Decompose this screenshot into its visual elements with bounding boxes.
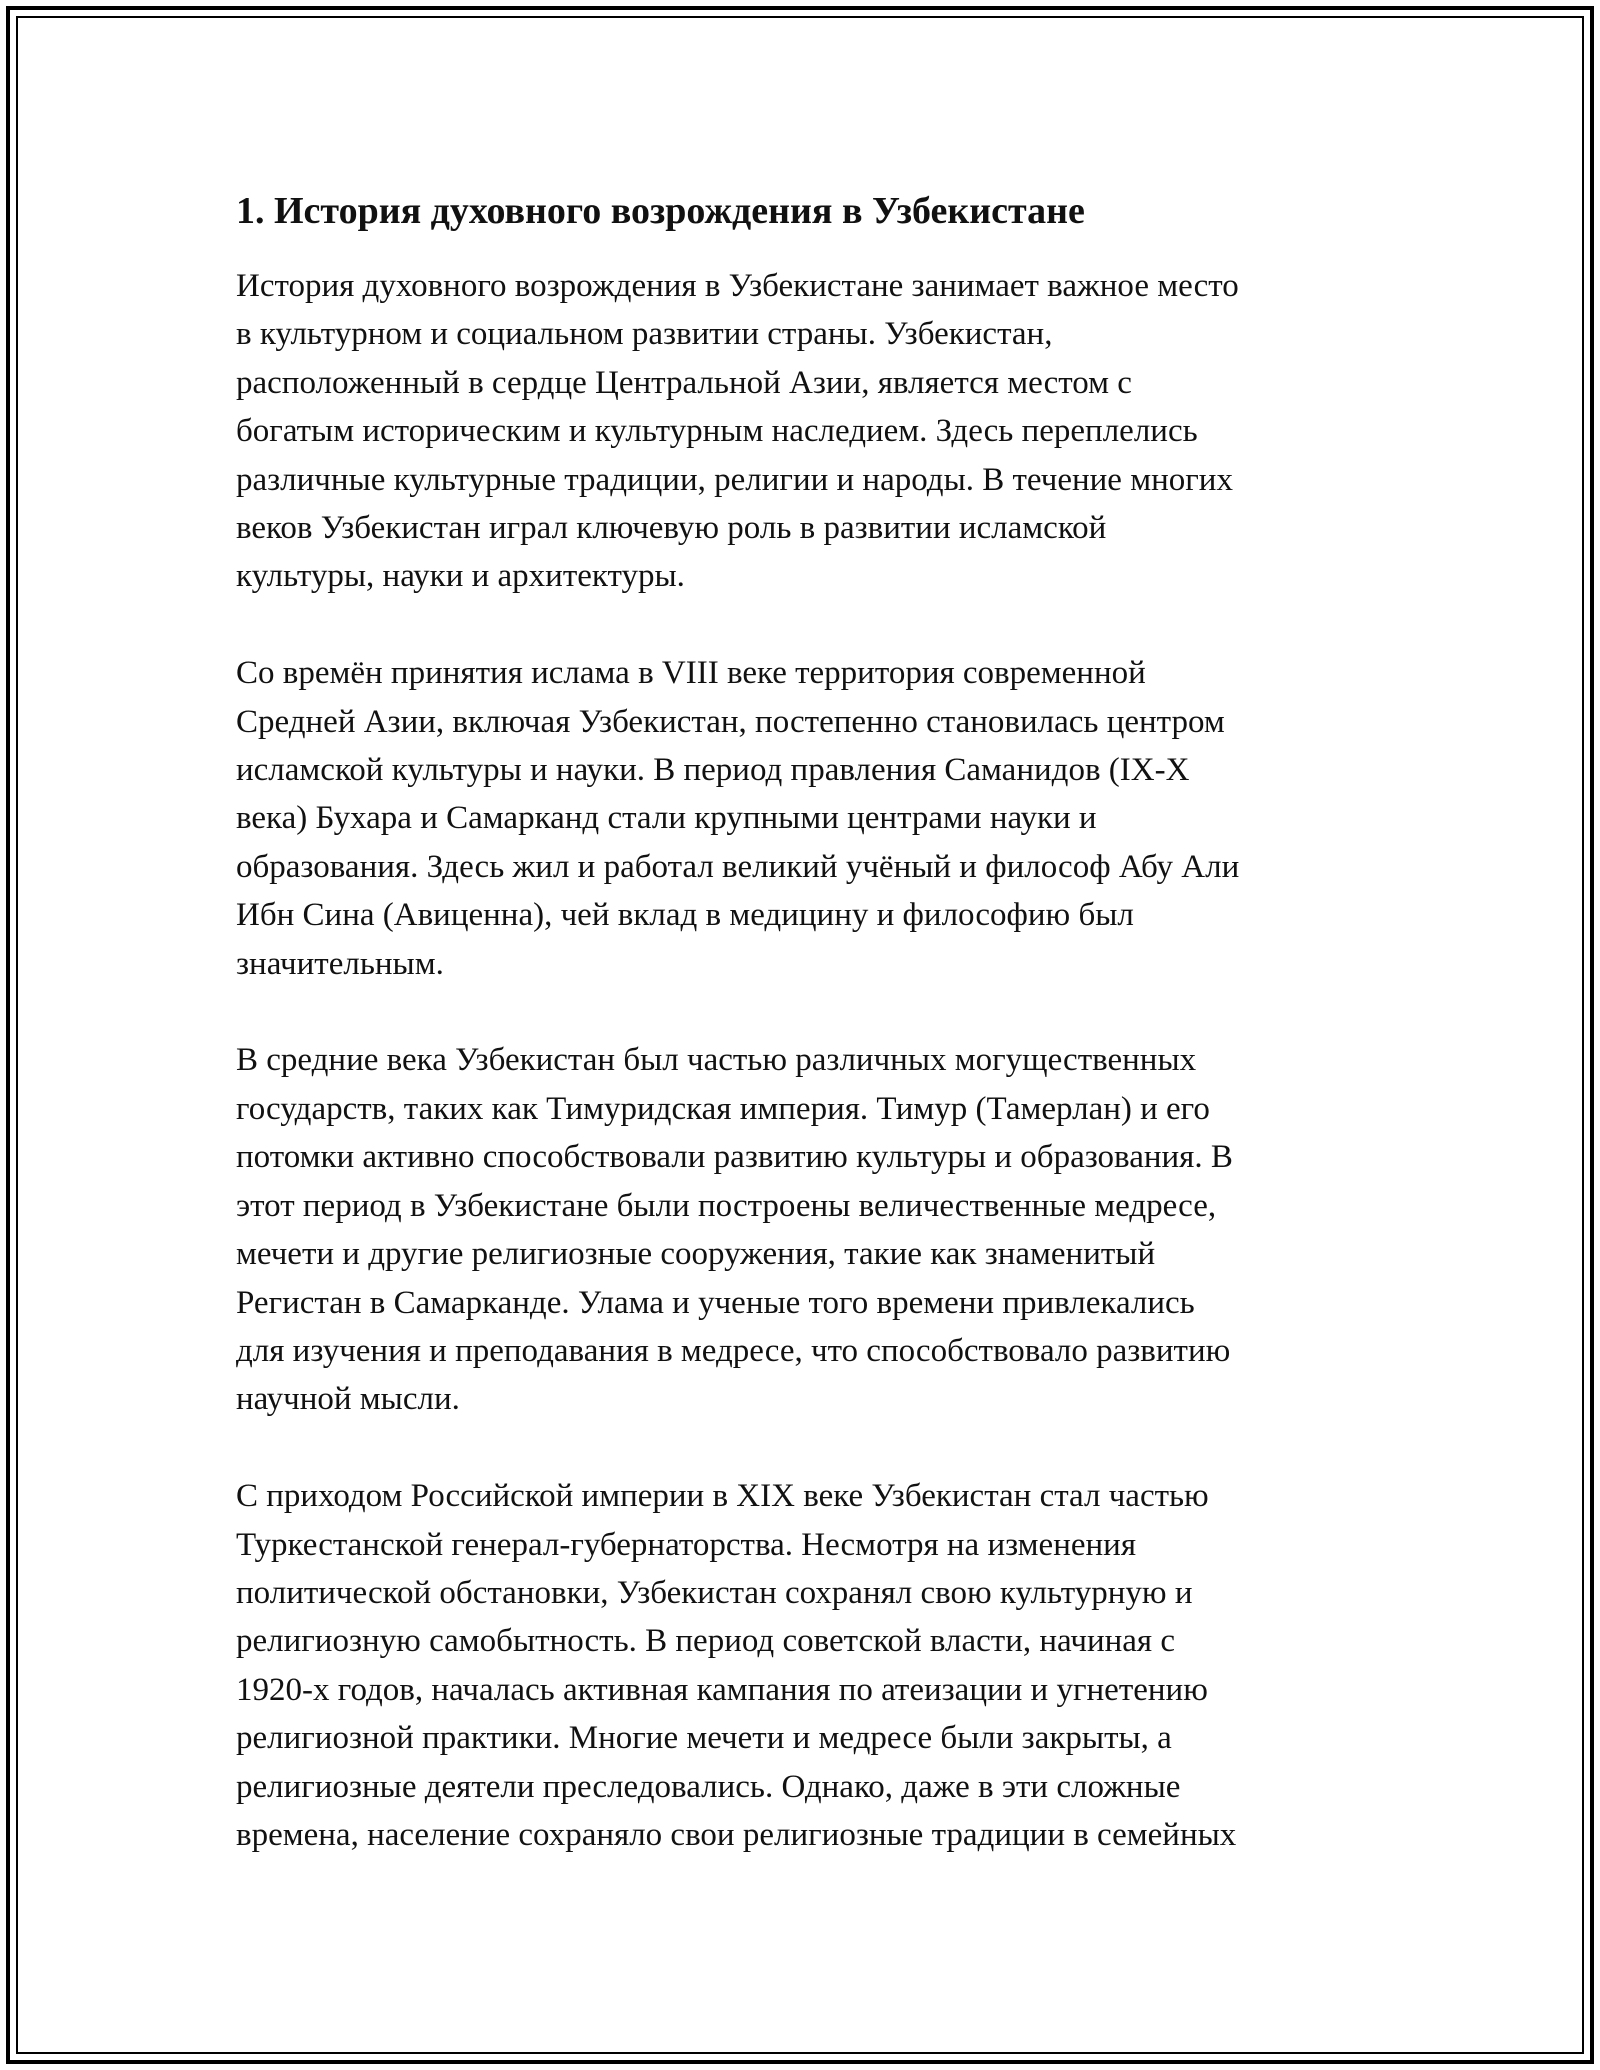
body-paragraph (236, 1472, 1376, 1859)
paragraph-line: для изучения и преподавания в медресе, что способствовало развитию (236, 1332, 1231, 1369)
paragraph-line: История духовного возрождения в Узбекистане занимает важное место (236, 268, 1239, 304)
paragraph-line: расположенный в сердце Центральной Азии, является местом с (236, 364, 1132, 401)
body-paragraph (236, 262, 1376, 601)
paragraph-line: С приходом Российской империи в XIX веке Узбекистан стал частью (236, 1478, 1209, 1515)
paragraph-line: Со времён принятия ислама в VIII веке территория современной (236, 655, 1146, 692)
paragraph-line: государств, таких как Тимуридская империя. Тимур (Тамерлан) и его (236, 1090, 1210, 1127)
paragraph-line: времена, население сохраняло свои религиозные традиции в семейных (236, 1816, 1237, 1853)
paragraph-line: мечети и другие религиозные сооружения, такие как знаменитый (236, 1236, 1156, 1273)
paragraph-line: исламской культуры и науки. В период правления Саманидов (IX-X (236, 752, 1190, 789)
paragraph-line: религиозной практики. Многие мечети и медресе были закрыты, а (236, 1720, 1172, 1757)
paragraph-line: в культурном и социальном развитии страны. Узбекистан, (236, 316, 1053, 353)
paragraph-line: 1920-х годов, началась активная кампания по атеизации и угнетению (236, 1671, 1208, 1708)
paragraph-spacer (236, 601, 1376, 649)
paragraph-line: религиозные деятели преследовались. Однако, даже в эти сложные (236, 1768, 1181, 1805)
paragraph-line: Ибн Сина (Авиценна), чей вклад в медицину и философию был (236, 897, 1134, 934)
paragraph-spacer (236, 1424, 1376, 1472)
paragraph-line: Средней Азии, включая Узбекистан, постепенно становилась центром (236, 703, 1225, 740)
section-heading: 1. История духовного возрождения в Узбекистане (236, 190, 1085, 232)
body-paragraph (236, 1036, 1376, 1423)
paragraph-line: культуры, науки и архитектуры. (236, 558, 685, 595)
paragraph-spacer (236, 988, 1376, 1036)
paragraph-line: политической обстановки, Узбекистан сохранял свою культурную и (236, 1574, 1193, 1611)
paragraph-line: веков Узбекистан играл ключевую роль в развитии исламской (236, 510, 1107, 547)
paragraph-line: научной мысли. (236, 1381, 460, 1418)
paragraph-line: значительным. (236, 945, 444, 982)
paragraph-line: образования. Здесь жил и работал великий учёный и философ Абу Али (236, 848, 1240, 885)
paragraph-line: В средние века Узбекистан был частью различных могущественных (236, 1042, 1197, 1079)
body-paragraph (236, 649, 1376, 988)
paragraph-line: века) Бухара и Самарканд стали крупными центрами науки и (236, 800, 1097, 837)
paragraph-line: Туркестанской генерал-губернаторства. Несмотря на изменения (236, 1526, 1137, 1563)
paragraph-line: религиозную самобытность. В период советской власти, начиная с (236, 1623, 1175, 1660)
paragraph-line: этот период в Узбекистане были построены величественные медресе, (236, 1187, 1217, 1224)
paragraph-line: потомки активно способствовали развитию культуры и образования. В (236, 1139, 1233, 1176)
paragraph-line: различные культурные традиции, религии и народы. В течение многих (236, 461, 1233, 498)
paragraph-line: Регистан в Самарканде. Улама и ученые того времени привлекались (236, 1284, 1195, 1321)
paragraph-line: богатым историческим и культурным наследием. Здесь переплелись (236, 413, 1198, 450)
document-body (236, 186, 1376, 1859)
paragraphs-container (236, 262, 1376, 1859)
